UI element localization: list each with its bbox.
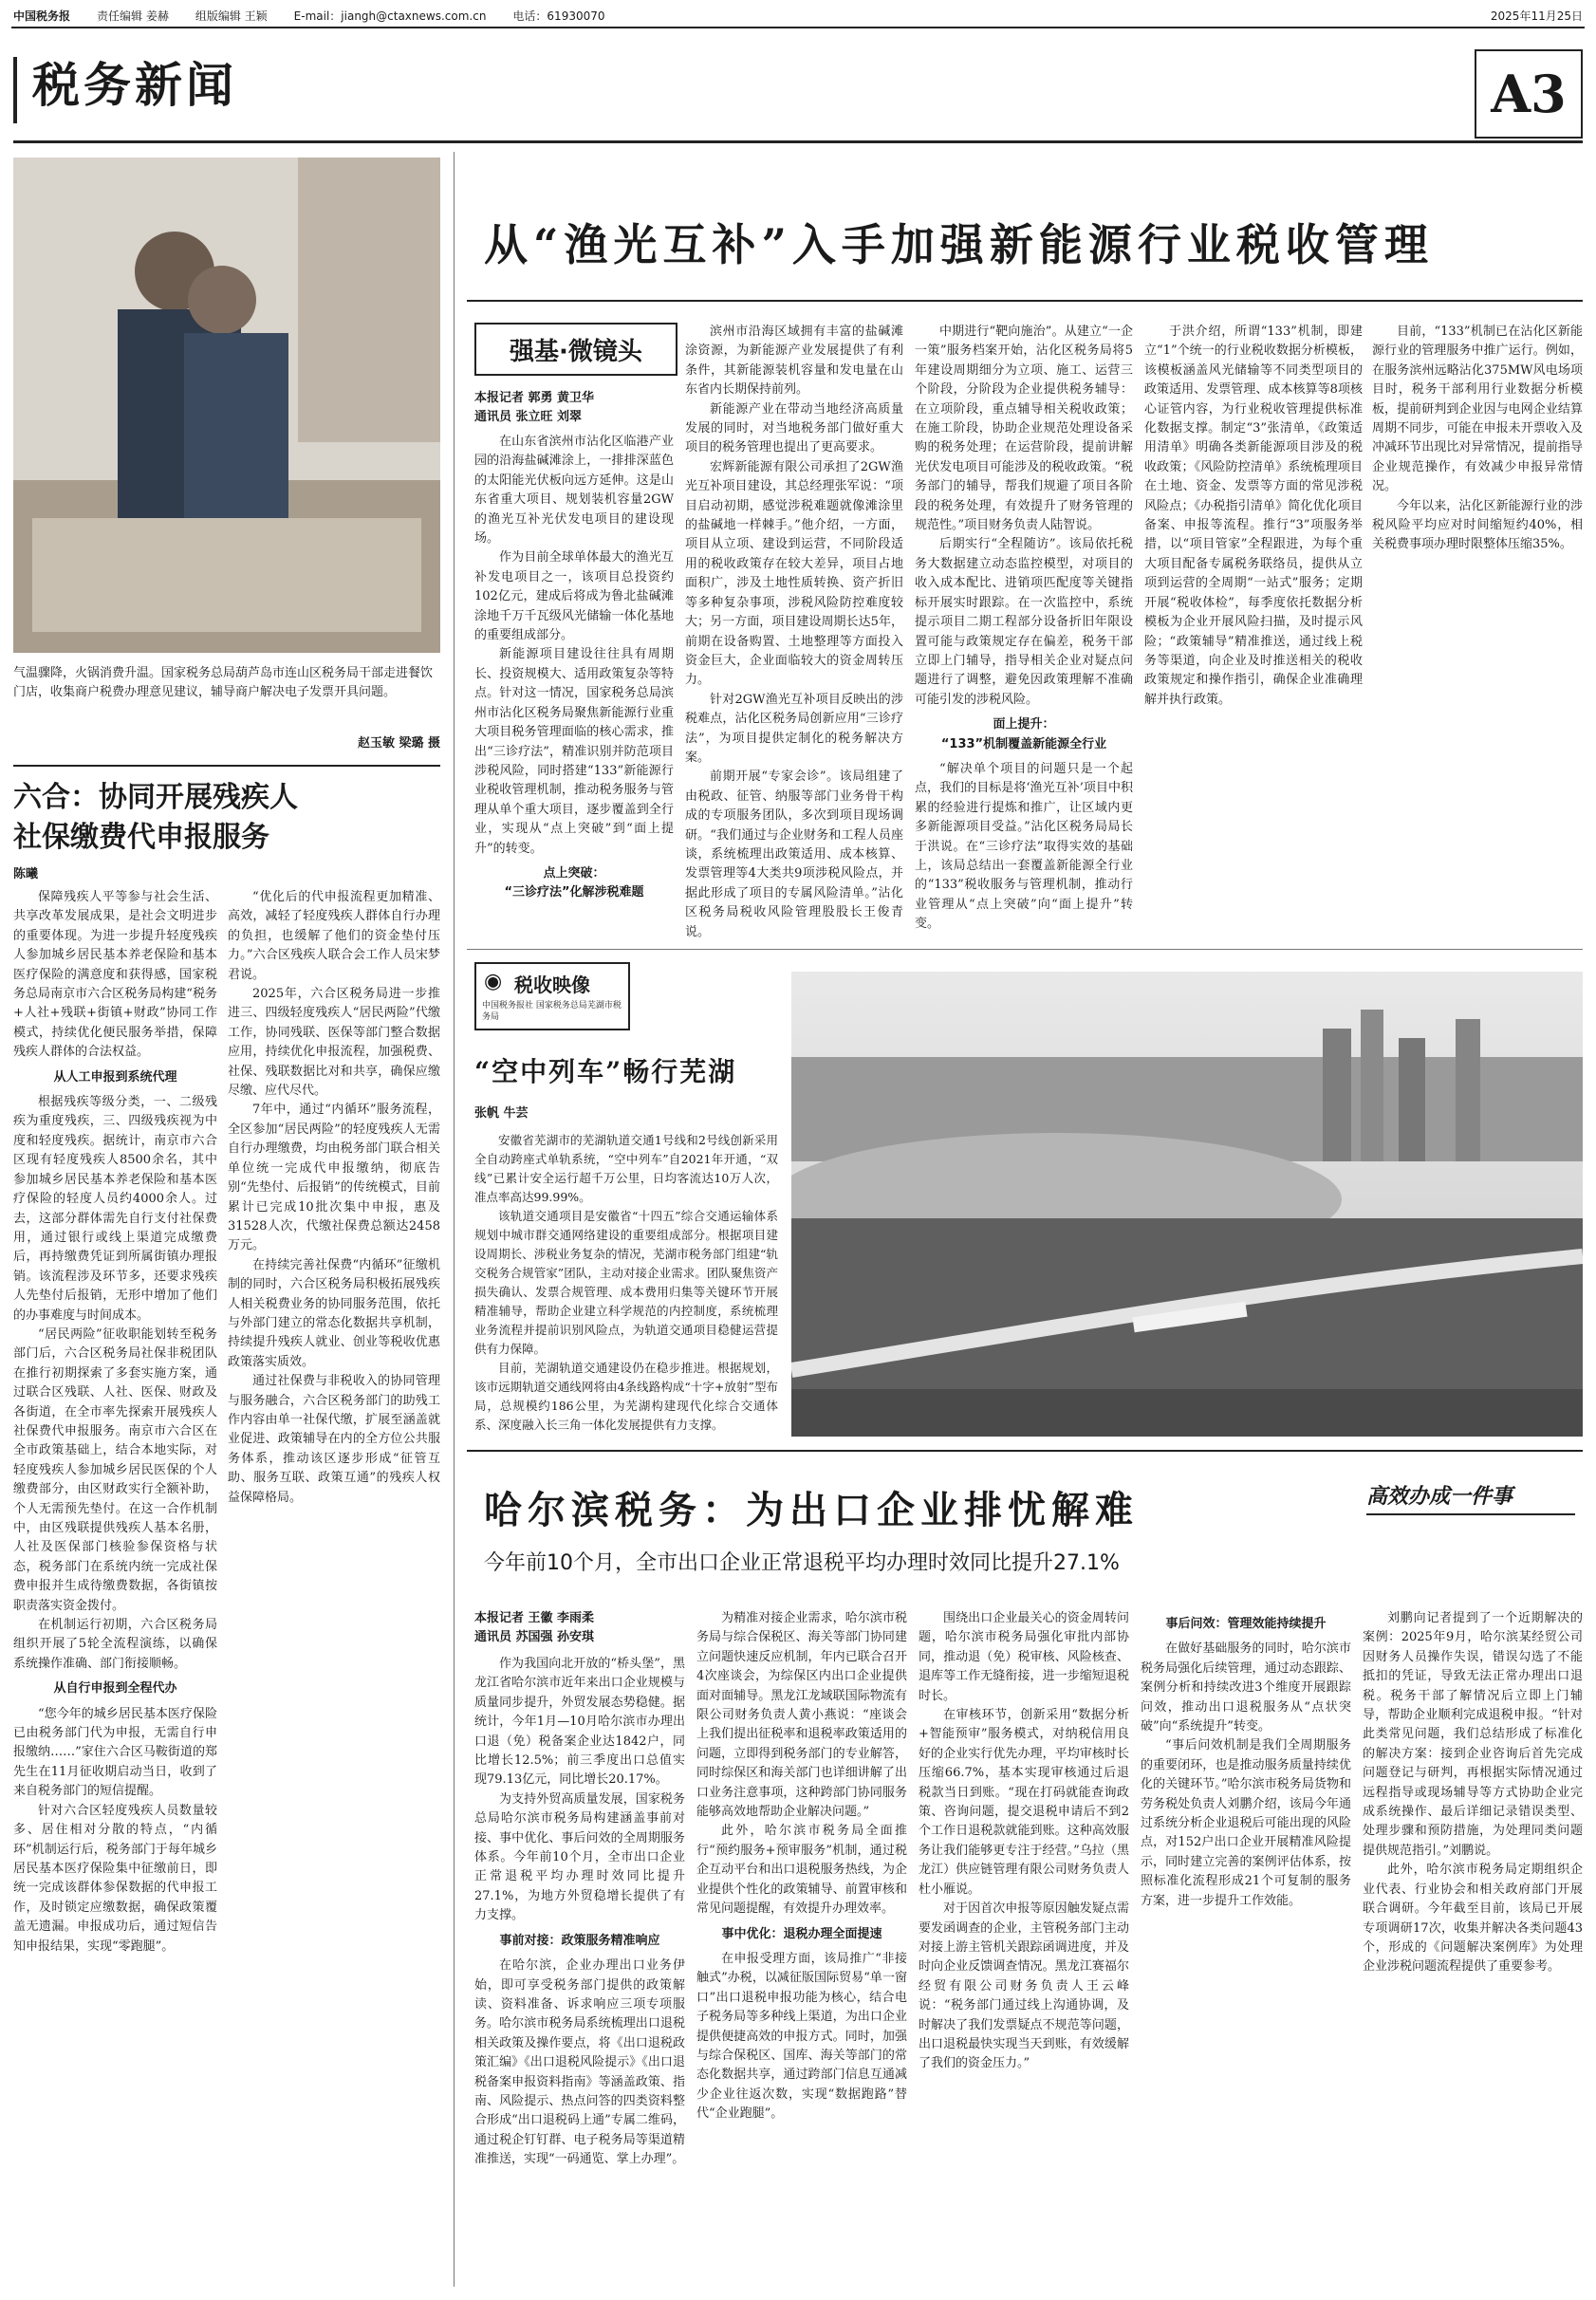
left-p8: 2025年，六合区税务局进一步推进三、四级轻度残疾人“居民两险”代缴工作，协同残联、医保等部门整合数据应用，持续优化申报流程，加强税费、社保、残联数据比对和共享，确保应缴尽缴、应代尽代。 [228, 987, 440, 1099]
bottom-p6: 在申报受理方面，该局推广“非接触式”办税，以减征版国际贸易“单一窗口”出口退税申报功能为核心，结合电子税务局等多种线上渠道，为出口企业提供便捷高效的申报方式。同时，加强与综合保税区、国库、海关等部门的常态化数据共享，通过跨部门信息互通减少企业往返次数，实现“数据跑路”替代“企业跑腿”。 [696, 1951, 907, 2122]
left-article-author: 陈曦 [13, 867, 39, 881]
main-col5 [1372, 323, 1583, 939]
restaurant-photo-illustration [13, 158, 440, 653]
left-p7: “优化后的代申报流程更加精准、高效，减轻了轻度残疾人群体自行办理的负担，也缓解了他们的资金垫付压力。”六合区残疾人联合会工作人员宋梦君说。 [228, 890, 440, 982]
issue-date: 2025年11月25日 [1490, 9, 1583, 23]
bottom-p5: 此外，哈尔滨市税务局全面推行“预约服务+预审服务”机制，通过税企互动平台和出口退税服务热线，为企业提供个性化的政策辅导、前置审核和常见问题提醒，有效提升办理效率。 [696, 1824, 907, 1917]
main-p12: 于洪介绍，所谓“133”机制，即建立“1”个统一的行业税收数据分析模板，该模板涵盖风光储输等不同类型项目的政策适用、发票管理、成本核算等8项核心证管内容，为行业税收管理提供标准化数据支撑。制定“3”张清单，《政策适用清单》明确各类新能源项目涉及的税收政策；《风险防控清单》系统梳理项目在土地、资金、发票等方面的常见涉税风险点；《办税指引清单》简化优化项目备案、申报等流程。推行“3”项服务举措，以“项目管家”全程跟进，为每个重大项目配备专属税务联络员，提供从立项到运营的全周期“一站式”服务；定期开展“税收体检”，每季度依托数据分析模板为企业开展风险扫描，及时提示风险；“政策辅导”精准推送，通过线上税务等渠道，向企业及时推送相关的税收政策规定和操作指引，确保企业准确理解并执行政策。 [1144, 325, 1363, 707]
left-p3: “居民两险”征收职能划转至税务部门后，六合区税务局社保非税团队在推行初期探索了多套实施方案，通过联合区残联、人社、医保、财政及各街道，在全市率先探索开展残疾人社保费代申报服务。南京市六合区在全市政策基础上，结合本地实际，对轻度残疾人参加城乡居民医保的个人缴费部分，由区财政实行全额补助，个人无需预先垫付。在这一合作机制中，由区残联提供残疾人基本名册，人社及医保部门核验参保资格与状态，税务部门在系统内统一完成社保费申报并生成待缴费数据，各街镇按职责落实资金拨付。 [13, 1326, 217, 1613]
left-p2: 根据残疾等级分类，一、二级残疾为重度残疾，三、四级残疾视为中度和轻度残疾。据统计，南京市六合区现有轻度残疾人8500余名，其中参加城乡居民基本养老保险和基本医疗保险的轻度人员约4000余人。过去，这部分群体需先自行支付社保费用，通过银行或线上渠道完成缴费后，再持缴费凭证到所属街镇办理报销。该流程涉及环节多，还要求残疾人先垫付后报销，无形中增加了他们的办事难度与时间成本。 [13, 1095, 217, 1323]
left-sub1: 从人工申报到系统代理 [53, 1069, 177, 1085]
bottom-p3: 在哈尔滨，企业办理出口业务伊始，即可享受税务部门提供的政策解读、资料准备、诉求响应三项专项服务。哈尔滨市税务局系统梳理出口退税相关政策及操作要点，将《出口退税政策汇编》《出口退税风险提示》《出口退税备案申报资料指南》等涵盖政策、指南、风险提示、热点问答的四类资料整合形成“出口退税码上通”专属二维码，通过税企钉钉群、电子税务局等渠道精准推送，实现“一码通览、掌上办理”。 [474, 1958, 685, 2167]
left-p5: “您今年的城乡居民基本医疗保险已由税务部门代为申报，无需自行申报缴纳……”家住六合区马鞍街道的郑先生在11月征收期启动当日，收到了来自税务部门的短信提醒。 [13, 1706, 217, 1799]
left-p10: 在持续完善社保费“内循环”征缴机制的同时，六合区税务局积极拓展残疾人相关税费业务的协同服务范围，依托与外部门建立的常态化数据共享机制，持续提升残疾人就业、创业等税收优惠政策落实质效。 [228, 1257, 440, 1369]
left-photo-credit: 赵玉敏 梁璐 摄 [357, 736, 440, 751]
bottom-p13: 此外，哈尔滨市税务局定期组织企业代表、行业协会和相关政府部门开展联合调研。今年截至目前，该局已开展专项调研17次，收集并解决各类问题43个，形成的《问题解决案例库》为处理企业涉税问题流程提供了重要参考。 [1363, 1863, 1583, 1975]
left-article-col2 [228, 888, 440, 2292]
bottom-p11: “事后问效机制是我们全周期服务的重要闭环，也是推动服务质量持续优化的关键环节。”哈尔滨市税务局货物和劳务税处负责人刘鹏介绍，该局今年通过系统分析企业退税后可能出现的风险点，对152户出口企业开展精准风险提示，同时建立完善的案例评估体系，按照标准化流程形成21个可复制的服务方案，进一步提升工作效能。 [1141, 1738, 1351, 1908]
camera-icon: ◉ [484, 970, 503, 993]
masthead [13, 38, 412, 114]
bottom-col2 [696, 1609, 907, 2291]
column-label-box [474, 323, 677, 376]
main-p5: 新能源产业在带动当地经济高质量发展的同时，对当地税务部门做好重大项目的税务管理也提出了更高要求。 [685, 401, 903, 455]
bottom-p12: 刘鹏向记者提到了一个近期解决的案例：2025年9月，哈尔滨某经贸公司因财务人员操作失误，错误勾选了不能抵扣的凭证，导致无法正常办理出口退税。税务干部了解情况后立即上门辅导，帮助企业顺利完成退税申报。“针对此类常见问题，我们总结形成了标准化的解决方案：接到企业咨询后首先完成问题登记与研判，再根据实际情况通过远程指导或现场辅导等方式协助企业完成系统操作、最后详细记录错误类型、处理步骤和预防措施，为处理同类问题提供规范指引。”刘鹏说。 [1363, 1611, 1583, 1858]
photo-p1: 安徽省芜湖市的芜湖轨道交通1号线和2号线创新采用全自动跨座式单轨系统，“空中列车”自2021年开通，“双线”已累计安全运行超千万公里，日均客流达10万人次，准点率高达99.99%。 [474, 1133, 778, 1204]
bottom-subhead: 今年前10个月，全市出口企业正常退税平均办理时效同比提升27.1% [484, 1551, 1120, 1575]
bottom-p1: 作为我国向北开放的“桥头堡”，黑龙江省哈尔滨市近年来出口企业规模与质量同步提升，外贸发展态势稳健。据统计，今年1月—10月哈尔滨市办理出口退（免）税备案企业达1842户，同比增长12.5%；前三季度出口总值实现79.13亿元，同比增长20.17%。 [474, 1657, 685, 1788]
bottom-p7: 围绕出口企业最关心的资金周转问题，哈尔滨市税务局强化审批内部协同，推动退（免）税审核、风险核查、退库等工作无缝衔接，进一步缩短退税时长。 [919, 1611, 1129, 1703]
main-col2 [685, 323, 903, 939]
main-col4 [1144, 323, 1363, 939]
paper-name: 中国税务报 [13, 9, 71, 23]
main-sub1 [474, 864, 674, 903]
main-sub2a: 面上提升： [993, 717, 1055, 733]
main-p6: 宏辉新能源有限公司承担了2GW渔光互补项目建设，其总经理张军说：“项目启动初期，感觉涉税难题就像滩涂里的盐碱地一样棘手。”他介绍，一方面，项目从立项、建设到运营，不同阶段适用的税收政策存在较大差异，项目占地面积广，涉及土地性质转换、资产折旧等多种复杂事项，涉税风险防控难度较大；另一方面，项目建设周期长达5年，前期在设备购置、土地整理等方面投入资金巨大，企业面临较大的资金周转压力。 [685, 459, 903, 688]
bottom-byline1: 本报记者 王徽 李雨柔 [474, 1611, 595, 1625]
photo-feature-headline: “空中列车”畅行芜湖 [474, 1056, 737, 1087]
left-title-line2: 社保缴费代申报服务 [13, 821, 269, 854]
bottom-column-label: 高效办成一件事 [1366, 1480, 1575, 1515]
bottom-p8: 在审核环节，创新采用“数据分析+智能预审”服务模式，对纳税信用良好的企业实行优先办理，平均审核时长压缩66.7%，基本实现审核通过后退税款当日到账。“现在打码就能查询政策、咨询问题，提交退税申请后不到2个工作日退税款就能到账。这种高效服务让我们能够更专注于经营。”乌拉（黑龙江）供应链管理有限公司财务负责人杜小雁说。 [919, 1708, 1129, 1897]
main-p4: 滨州市沿海区域拥有丰富的盐碱滩涂资源，为新能源产业发展提供了有利条件，其新能源装机容量和发电量在山东省内长期保持前列。 [685, 325, 903, 398]
bottom-sub1: 事前对接：政策服务精准响应 [499, 1933, 660, 1948]
main-p8: 前期开展“专家会诊”。该局组建了由税政、征管、纳服等部门业务骨干构成的专项服务团队，多次到项目现场调研。“我们通过与企业财务和工程人员座谈，系统梳理出政策适用、成本核算、发票管理等4大类共9项涉税风险点，并据此形成了项目的专属风险清单。”沾化区税务局税收风险管理股股长王俊青说。 [685, 770, 903, 939]
main-p11: “解决单个项目的问题只是一个起点，我们的目标是将‘渔光互补’项目中积累的经验进行提炼和推广，让区域内更多新能源项目受益。”沾化区税务局局长于洪说。在“三诊疗法”取得实效的基础上，该局总结出一套覆盖新能源全行业的“133”税收服务与管理机制，推动行业管理从“点上突破”向“面上提升”转变。 [915, 761, 1133, 932]
section-title: 税务新闻 [32, 57, 237, 113]
photo-feature-top-rule [467, 949, 1583, 950]
header-rule [11, 27, 1585, 28]
left-p1: 保障残疾人平等参与社会生活、共享改革发展成果，是社会文明进步的重要体现。为进一步提升轻度残疾人参加城乡居民基本养老保险和基本医疗保险的满意度和获得感，国家税务总局南京市六合区税务局构建“税务+人社+残联+街镇+财政”协同工作模式，持续优化便民服务举措，保障残疾人群体的合法权益。 [13, 890, 217, 1060]
main-p1: 在山东省滨州市沾化区临港产业园的沿海盐碱滩涂上，一排排深蓝色的太阳能光伏板向远方延伸。这是山东省重大项目、规划装机容量2GW的渔光互补光伏发电项目的建设现场。 [474, 435, 674, 547]
main-p9: 中期进行“靶向施治”。从建立“一企一策”服务档案开始，沾化区税务局将5年建设周期细分为立项、施工、运营三个阶段，分阶段为企业提供税务辅导：在立项阶段，重点辅导相关税收政策；在施工阶段，协助企业规范处理设备采购的税务处理；在运营阶段，提前讲解光伏发电项目可能涉及的税收政策。“税务部门的辅导，帮我们规避了项目各阶段的税务处理，有效提升了财务管理的规范性。”项目财务负责人陆智说。 [915, 325, 1133, 533]
main-byline1: 本报记者 郭勇 黄卫华 [474, 391, 595, 405]
left-title-line1: 六合：协同开展残疾人 [13, 781, 298, 814]
bottom-headline: 哈尔滨税务：为出口企业排忧解难 [484, 1488, 1139, 1532]
left-p11: 通过社保费与非税收入的协同管理与服务融合，六合区税务部门的助残工作内容由单一社保代缴，扩展至涵盖就业促进、政策辅导在内的全方位公共服务体系，推动该区逐步形成“征管互助、服务互联、政策互通”的残疾人权益保障格局。 [228, 1374, 440, 1505]
bottom-p9: 对于因首次申报等原因触发疑点需要发函调查的企业，主管税务部门主动对接上游主管机关跟踪函调进度，并及时向企业反馈调查情况。黑龙江赛福尔经贸有限公司财务负责人王云峰说：“税务部门通过线上沟通协调，及时解决了我们发票疑点不规范等问题，出口退税最快实现当天到账，有效缓解了我们的资金压力。” [919, 1901, 1129, 2071]
bottom-byline [474, 1609, 664, 1647]
main-sub1a: 点上突破： [543, 865, 605, 881]
page-header [13, 6, 1583, 25]
bottom-byline2: 通讯员 苏国强 孙安琪 [474, 1630, 595, 1644]
main-p2: 作为目前全球单体最大的渔光互补发电项目之一，该项目总投资约102亿元，建成后将成为鲁北盐碱滩涂地千万千瓦级风光储输一体化基地的重要组成部分。 [474, 550, 674, 643]
bottom-p2: 为支持外贸高质量发展，国家税务总局哈尔滨市税务局构建涵盖事前对接、事中优化、事后问效的全周期服务体系。今年前10个月，全市出口企业正常退税平均办理时效同比提升27.1%，为地方外贸稳增长提供了有力支撑。 [474, 1791, 685, 1923]
bottom-sub3: 事后问效：管理效能持续提升 [1165, 1617, 1327, 1631]
bottom-col5 [1363, 1609, 1583, 2291]
editor: 责任编辑 姜赫 [97, 9, 169, 23]
main-sub2b: “133”机制覆盖新能源全行业 [940, 736, 1107, 751]
main-sub2 [915, 715, 1133, 754]
main-p13: 目前，“133”机制已在沾化区新能源行业的管理服务中推广运行。例如，在服务滨州远略沾化375MW风电场项目时，税务干部利用行业数据分析模板，提前研判到企业因与电网企业结算周期不同步，可能在申报未开票收入及冲减环节出现比对异常情况，提前指导企业规范操作，有效减少申报异常情况。 [1372, 325, 1583, 494]
main-p10: 后期实行“全程随访”。该局依托税务大数据建立动态监控模型，对项目的收入成本配比、进销项匹配度等关键指标开展实时跟踪。在一次监控中，系统提示项目二期工程部分设备折旧年限设置可能与政策规定存在偏差，税务干部立即上门辅导，指导相关企业对疑点问题进行了调整，避免因政策理解不准确可能引发的涉税风险。 [915, 537, 1133, 707]
main-p14: 今年以来，沾化区新能源行业的涉税风险平均应对时间缩短约40%，相关税费事项办理时限整体压缩35%。 [1372, 498, 1583, 552]
main-p7: 针对2GW渔光互补项目反映出的涉税难点，沾化区税务局创新应用“三诊疗法”，为项目提供定制化的税务解决方案。 [685, 692, 903, 765]
photo-p2: 该轨道交通项目是安徽省“十四五”综合交通运输体系规划中城市群交通网络建设的重要组成部分。根据项目建设周期长、涉税业务复杂的情况，芜湖市税务部门组建“轨交税务合规管家”团队，主动对接企业需求。团队聚焦资产损失确认、发票合规管理、成本费用归集等关键环节开展精准辅导，帮助企业建立科学规范的内控制度，系统梳理业务流程并提前识别风险点，为轨道交通项目稳健运营提供有力保障。 [474, 1209, 778, 1356]
left-photo [13, 158, 440, 653]
bottom-article-top-rule [467, 1450, 1583, 1452]
main-byline2: 通讯员 张立旺 刘翠 [474, 410, 583, 424]
main-col3 [915, 323, 1133, 939]
left-sub2: 从自行申报到全程代办 [53, 1681, 177, 1697]
main-col1 [474, 433, 674, 945]
photo-feature-author: 张帆 牛芸 [474, 1106, 529, 1121]
left-article-title [13, 778, 440, 858]
photo-feature-label: 税收映像 [514, 974, 590, 996]
left-article-col1 [13, 888, 217, 2292]
bottom-col3 [919, 1609, 1129, 2291]
photo-feature-sublabel: 中国税务报社 国家税务总局芜湖市税务局 [482, 1001, 622, 1022]
left-photo-caption: 气温骤降，火锅消费升温。国家税务总局葫芦岛市连山区税务局干部走进餐饮门店，收集商户税费办理意见建议，辅导商户解决电子发票开具问题。 [13, 666, 434, 699]
layout-editor: 组版编辑 王颖 [195, 9, 268, 23]
bottom-sub2: 事中优化：退税办理全面提速 [721, 1926, 882, 1941]
masthead-deco [13, 57, 30, 123]
main-vertical-divider [454, 152, 455, 2287]
left-p4: 在机制运行初期，六合区税务局组织开展了5轮全流程演练，以确保系统操作准确、部门衔接顺畅。 [13, 1618, 217, 1671]
bottom-p4: 为精准对接企业需求，哈尔滨市税务局与综合保税区、海关等部门协同建立问题快速反应机制，年内已联合召开4次座谈会，为综保区内出口企业提供面对面辅导。黑龙江龙域联国际物流有限公司财务负责人黄小燕说：“座谈会上我们提出征税率和退税率政策适用的问题，立即得到税务部门的专业解答，同时综保区和海关部门也详细讲解了出口业务注意事项，这种跨部门协同服务能够高效地帮助企业解决问题。” [696, 1611, 907, 1820]
main-sub1b: “三诊疗法”化解涉税难题 [504, 885, 644, 900]
phone: 电话：61930070 [512, 9, 605, 23]
photo-p3: 目前，芜湖轨道交通建设仍在稳步推进。根据规划，该市远期轨道交通线网将由4条线路构成“十字+放射”型布局，总规模约186公里，为芜湖构建现代化综合交通体系、深度融入长三角一体化发展提供有力支撑。 [474, 1361, 778, 1432]
main-headline: 从“渔光互补”入手加强新能源行业税收管理 [484, 219, 1434, 270]
email: E-mail：jiangh@ctaxnews.com.cn [293, 9, 487, 23]
main-headline-rule [467, 300, 1583, 302]
monorail-photo [791, 972, 1583, 1437]
bottom-col4 [1141, 1609, 1351, 2291]
left-p9: 7年中，通过“内循环”服务流程，全区参加“居民两险”的轻度残疾人无需自行办理缴费，均由税务部门联合相关单位统一完成代申报缴纳，彻底告别“先垫付、后报销”的传统模式，目前累计已完成10批次集中申报，惠及31528人次，代缴社保费总额达2458万元。 [228, 1103, 440, 1253]
main-p3: 新能源项目建设往往具有周期长、投资规模大、适用政策复杂等特点。针对这一情况，国家税务总局滨州市沾化区税务局聚焦新能源行业重大项目税务管理面临的核心需求，推出“三诊疗法”，精准识别并防范项目涉税风险，同时搭建“133”新能源行业税收管理机制，推动税务服务与管理从单个重大项目，逐步覆盖到全行业，实现从“点上突破”到“面上提升”的转变。 [474, 647, 674, 856]
monorail-city-illustration [791, 972, 1583, 1437]
photo-feature-label-box [474, 962, 630, 1030]
column-label: 强基·微镜头 [510, 337, 642, 366]
page-number: A3 [1475, 49, 1583, 139]
photo-feature-text [474, 1131, 778, 1435]
bottom-col1 [474, 1655, 685, 2291]
bottom-p10: 在做好基础服务的同时，哈尔滨市税务局强化后续管理，通过动态跟踪、案例分析和持续改进3个维度开展跟踪问效，推动出口退税服务从“点状突破”向“系统提升”转变。 [1141, 1642, 1351, 1734]
left-p6: 针对六合区轻度残疾人员数量较多、居住相对分散的特点，“内循环”机制运行后，税务部门于每年城乡居民基本医疗保险集中征缴前日，即统一完成该群体参保数据的代申报工作，及时锁定应缴数据，确保政策覆盖无遗漏。申报成功后，通过短信告知申报结果，实现“零跑腿”。 [13, 1803, 217, 1954]
left-divider [13, 765, 440, 767]
masthead-rule [13, 140, 1583, 143]
main-byline [474, 389, 674, 427]
